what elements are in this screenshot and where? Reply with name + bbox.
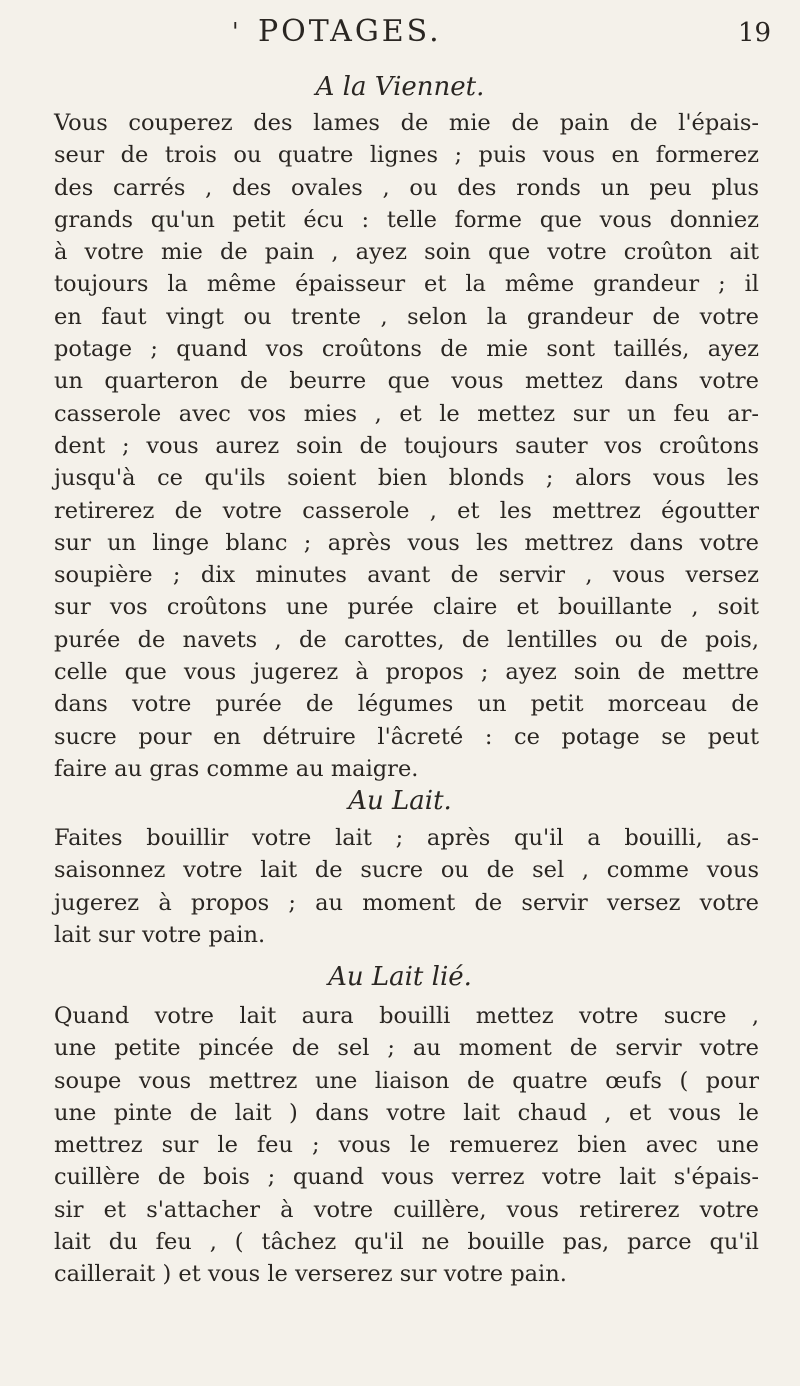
text-line: sur vos croûtons une purée claire et bouillante , soit bbox=[54, 594, 759, 621]
text-line: sir et s'attacher à votre cuillère, vous retirerez votre bbox=[54, 1196, 759, 1223]
text-line: dent ; vous aurez soin de toujours sauter vos croûtons bbox=[54, 432, 759, 459]
text-line: un quarteron de beurre que vous mettez dans votre bbox=[54, 368, 759, 395]
text-line: Quand votre lait aura bouilli mettez votre sucre , bbox=[54, 1003, 759, 1029]
text-line: lait sur votre pain. bbox=[54, 921, 266, 948]
text-line: purée de navets , de carottes, de lentilles ou de pois, bbox=[54, 626, 759, 653]
text-line: sur un linge blanc ; après vous les mettrez dans votre bbox=[54, 529, 759, 556]
paragraph-au-lait-lie bbox=[54, 1000, 759, 1291]
text-line: des carrés , des ovales , ou des ronds un peu plus bbox=[54, 174, 759, 201]
text-line: jusqu'à ce qu'ils soient bien blonds ; alors vous les bbox=[54, 465, 759, 492]
text-line: Faites bouillir votre lait ; après qu'il a bouilli, as- bbox=[54, 825, 759, 851]
section-title-au-lait-lie: Au Lait lié. bbox=[328, 962, 472, 992]
text-line: une pinte de lait ) dans votre lait chaud , et vous le bbox=[54, 1099, 759, 1126]
running-head-title: POTAGES. bbox=[258, 14, 442, 49]
text-line: à votre mie de pain , ayez soin que votre croûton ait bbox=[54, 239, 759, 266]
text-line: soupe vous mettrez une liaison de quatre œufs ( pour bbox=[54, 1067, 759, 1094]
text-line: toujours la même épaisseur et la même grandeur ; il bbox=[54, 271, 759, 298]
page-number: 19 bbox=[738, 18, 772, 48]
text-line: lait du feu , ( tâchez qu'il ne bouille pas, parce qu'il bbox=[54, 1229, 759, 1256]
running-head-mark: ' bbox=[232, 18, 239, 46]
text-line: dans votre purée de légumes un petit morceau de bbox=[54, 691, 759, 718]
paragraph-au-lait bbox=[54, 822, 759, 951]
paragraph-viennet bbox=[54, 107, 759, 785]
text-line: retirerez de votre casserole , et les mettrez égoutter bbox=[54, 497, 759, 524]
text-line: grands qu'un petit écu : telle forme que vous donniez bbox=[54, 206, 759, 233]
text-line: faire au gras comme au maigre. bbox=[54, 755, 419, 782]
text-line: Vous couperez des lames de mie de pain de l'épais- bbox=[54, 110, 759, 136]
section-title-viennet: A la Viennet. bbox=[315, 72, 485, 102]
section-title-au-lait: Au Lait. bbox=[348, 786, 452, 816]
text-line: celle que vous jugerez à propos ; ayez soin de mettre bbox=[54, 659, 759, 686]
text-line: soupière ; dix minutes avant de servir , vous versez bbox=[54, 562, 759, 589]
running-head bbox=[0, 14, 800, 54]
text-line: sucre pour en détruire l'âcreté : ce potage se peut bbox=[54, 723, 759, 750]
text-line: saisonnez votre lait de sucre ou de sel , comme vous bbox=[54, 857, 759, 884]
text-line: seur de trois ou quatre lignes ; puis vous en formerez bbox=[54, 142, 759, 169]
text-line: en faut vingt ou trente , selon la grandeur de votre bbox=[54, 303, 759, 330]
text-line: casserole avec vos mies , et le mettez sur un feu ar- bbox=[54, 400, 759, 427]
text-line: caillerait ) et vous le verserez sur votre pain. bbox=[54, 1261, 567, 1288]
text-line: une petite pincée de sel ; au moment de servir votre bbox=[54, 1035, 759, 1062]
text-line: mettrez sur le feu ; vous le remuerez bien avec une bbox=[54, 1132, 759, 1159]
text-line: jugerez à propos ; au moment de servir versez votre bbox=[54, 889, 759, 916]
text-line: potage ; quand vos croûtons de mie sont taillés, ayez bbox=[54, 336, 759, 363]
text-line: cuillère de bois ; quand vous verrez votre lait s'épais- bbox=[54, 1164, 759, 1191]
